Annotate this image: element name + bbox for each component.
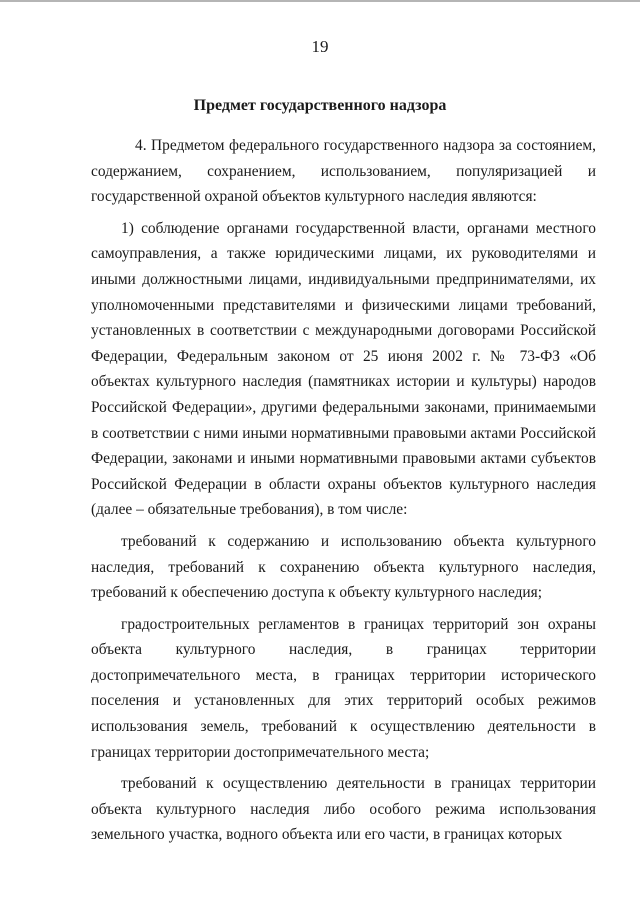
- paragraph-item-4: 4. Предметом федерального государственного надзора за состоянием, содержанием, сохранением, использованием, популяризацией и государственной охраной объектов культурного наследия являются:: [91, 137, 596, 206]
- document-body: [91, 133, 596, 848]
- paragraph-activity-requirements: требований к осуществлению деятельности в границах территории объекта культурного наследия либо особого режима использования земельного участка, водного объекта или его части, в границах которых: [91, 775, 596, 844]
- paragraph-urban-regulations: градостроительных регламентов в границах территорий зон охраны объекта культурного наследия, в границах территории достопримечательного места, в границах территории исторического поселения и установленных для этих территорий особых режимов использования земель, требований к осуществлению деятельности в границах территории достопримечательного места;: [91, 615, 596, 761]
- top-rule: [0, 0, 640, 2]
- paragraph-subitem-1: 1) соблюдение органами государственной власти, органами местного самоуправления, а также юридическими лицами, их руководителями и иными должностными лицами, индивидуальными предпринимателями, их уполномоченными представителями и физическими лицами требований, установленных в соответствии с международными договорами Российской Федерации, Федеральным законом от 25 июня 2002 г. № 73-ФЗ «Об объектах культурного наследия (памятниках истории и культуры) народов Российской Федерации», другими федеральными законами, принимаемыми в соответствии с ними иными нормативными правовыми актами Российской Федерации, законами и иными нормативными правовыми актами субъектов Российской Федерации в области охраны объектов культурного наследия (далее – обязательные требования), в том числе:: [91, 219, 596, 519]
- page-number: 19: [311, 37, 329, 56]
- paragraph-requirements-content: требований к содержанию и использованию объекта культурного наследия, требований к сохранению объекта культурного наследия, требований к обеспечению доступа к объекту культурного наследия;: [91, 532, 596, 602]
- section-heading: Предмет государственного надзора: [193, 97, 447, 114]
